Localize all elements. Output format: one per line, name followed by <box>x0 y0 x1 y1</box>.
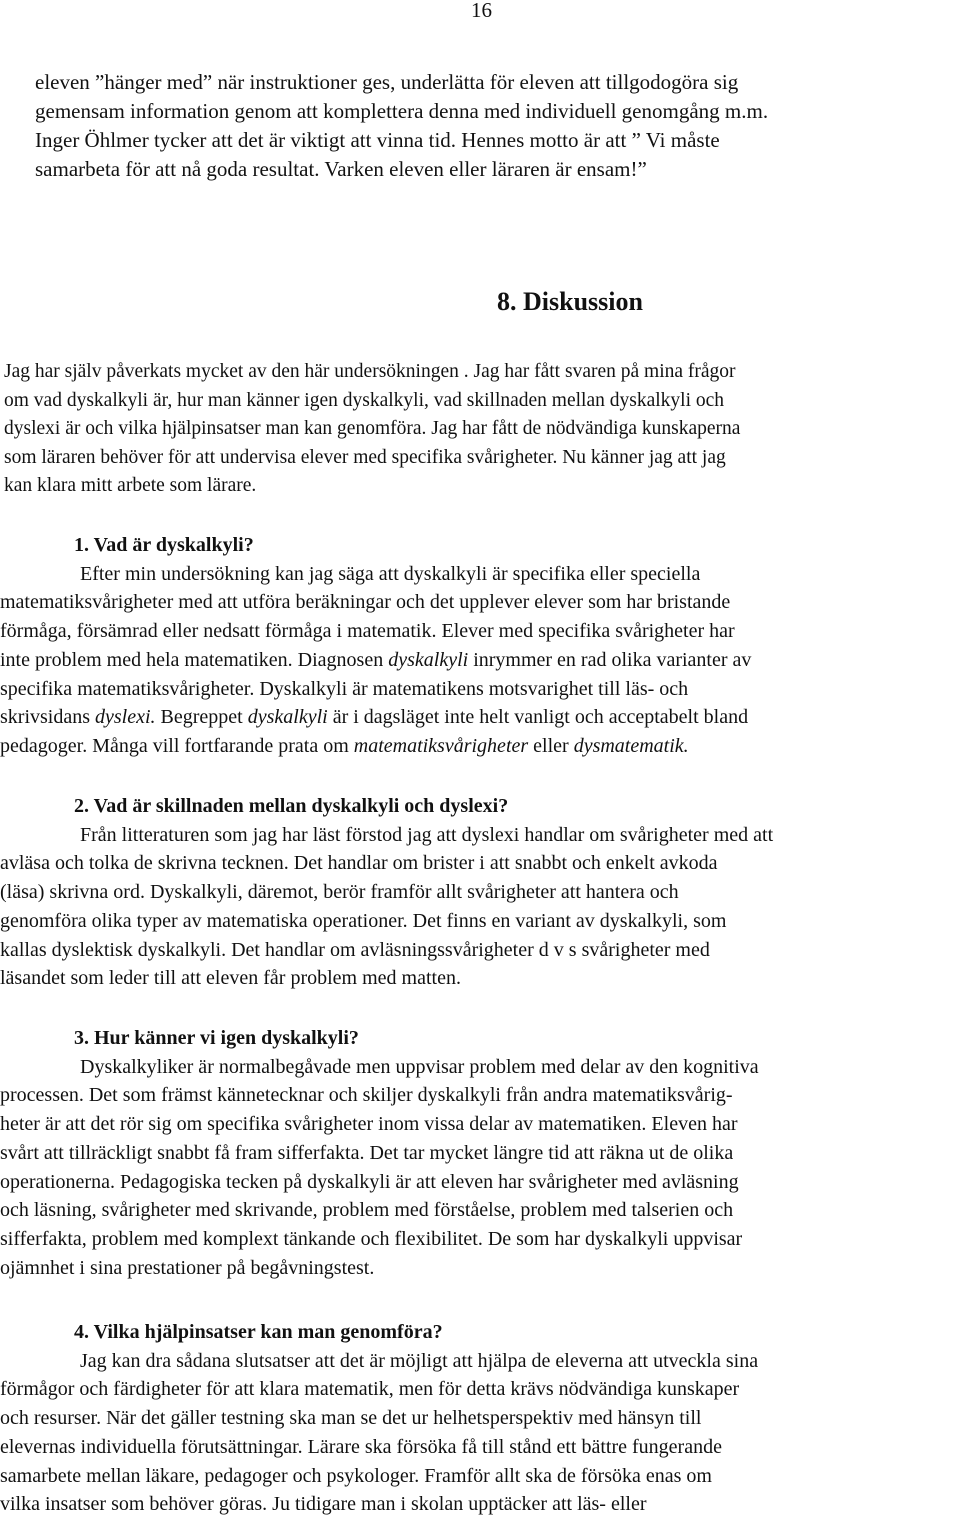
text-line: om vad dyskalkyli är, hur man känner igen dyskalkyli, vad skillnaden mellan dyskalkyli och <box>4 389 725 411</box>
question-4-section <box>0 1318 955 1519</box>
text-line: Dyskalkyliker är normalbegåvade men uppvisar problem med delar av den kognitiva <box>80 1055 759 1078</box>
question-heading: 3. Hur känner vi igen dyskalkyli? <box>74 1027 359 1049</box>
text-line: inte problem med hela matematiken. Diagnosen dyskalkyli inrymmer en rad olika varianter av <box>0 648 752 671</box>
italic-term: dyslexi. <box>95 706 156 729</box>
page-number: 16 <box>471 0 492 22</box>
text-line: förmågor och färdigheter för att klara matematik, men för detta krävs nödvändiga kunskaper <box>0 1378 740 1401</box>
italic-term: dysmatematik. <box>573 734 689 757</box>
question-1-section <box>0 531 955 761</box>
text-line: elevernas individuella förutsättningar. Lärare ska försöka få till stånd ett bättre fungerande <box>0 1435 722 1458</box>
text-line: Inger Öhlmer tycker att det är viktigt att vinna tid. Hennes motto är att ” Vi måste <box>35 128 720 152</box>
italic-term: dyskalkyli <box>388 648 469 671</box>
text-line: samarbete mellan läkare, pedagoger och psykologer. Framför allt ska de försöka enas om <box>0 1464 712 1487</box>
text-line: Efter min undersökning kan jag säga att dyskalkyli är specifika eller speciella <box>80 562 701 585</box>
question-heading: 4. Vilka hjälpinsatser kan man genomföra? <box>74 1321 443 1343</box>
text-line: gemensam information genom att komplettera denna med individuell genomgång m.m. <box>35 99 769 123</box>
text-line: vilka insatser som behöver göras. Ju tidigare man i skolan upptäcker att läs- eller <box>0 1493 647 1516</box>
text-line: dyslexi är och vilka hjälpinsatser man kan genomföra. Jag har fått de nödvändiga kunskaperna <box>4 418 741 440</box>
discussion-paragraph <box>4 358 954 501</box>
text-line: eleven ”hänger med” när instruktioner ges, underlätta för eleven att tillgodogöra sig <box>35 70 739 94</box>
text-line: pedagoger. Många vill fortfarande prata om matematiksvårigheter eller dysmatematik. <box>0 734 689 757</box>
text-line: kan klara mitt arbete som lärare. <box>4 475 257 497</box>
text-line: heter är att det rör sig om specifika svårigheter inom vissa delar av matematiken. Eleven har <box>0 1113 738 1136</box>
text-line: sifferfakta, problem med komplext tänkande och flexibilitet. De som har dyskalkyli uppvisar <box>0 1227 743 1250</box>
intro-paragraph <box>35 68 935 184</box>
text-line: kallas dyslektisk dyskalkyli. Det handlar om avläsningssvårigheter d v s svårigheter med <box>0 938 710 961</box>
text-line: processen. Det som främst kännetecknar och skiljer dyskalkyli från andra matematiksvårig- <box>0 1084 733 1107</box>
text-line: som läraren behöver för att undervisa elever med specifika svårigheter. Nu känner jag att jag <box>4 446 726 468</box>
text-line: samarbeta för att nå goda resultat. Varken eleven eller läraren är ensam!” <box>35 157 647 181</box>
text-line: matematiksvårigheter med att utföra beräkningar och det upplever elever som har bristande <box>0 591 731 614</box>
text-line: specifika matematiksvårigheter. Dyskalkyli är matematikens motsvarighet till läs- och <box>0 677 689 700</box>
text-line: och resurser. När det gäller testning ska man se det ur helhetsperspektiv med hänsyn till <box>0 1407 702 1430</box>
text-line: förmåga, försämrad eller nedsatt förmåga i matematik. Elever med specifika svårigheter har <box>0 620 735 643</box>
text-line: genomföra olika typer av matematiska operationer. Det finns en variant av dyskalkyli, som <box>0 909 727 932</box>
text-line: avläsa och tolka de skrivna tecknen. Det handlar om brister i att snabbt och enkelt avkoda <box>0 852 718 875</box>
question-heading: 1. Vad är dyskalkyli? <box>74 534 254 556</box>
text-line: skrivsidans dyslexi. Begreppet dyskalkyli är i dagsläget inte helt vanligt och acceptabelt bland <box>0 706 749 729</box>
text-line: Jag kan dra sådana slutsatser att det är möjligt att hjälpa de eleverna att utveckla sina <box>80 1349 759 1372</box>
text-line: ojämnhet i sina prestationer på begåvningstest. <box>0 1256 375 1279</box>
text-line: Jag har själv påverkats mycket av den här undersökningen . Jag har fått svaren på mina frågor <box>4 361 736 382</box>
question-heading: 2. Vad är skillnaden mellan dyskalkyli och dyslexi? <box>74 795 509 817</box>
italic-term: matematiksvårigheter <box>353 734 529 757</box>
text-line: läsandet som leder till att eleven får problem med matten. <box>0 967 461 990</box>
question-2-section <box>0 792 955 993</box>
question-3-section <box>0 1024 955 1282</box>
text-line: Från litteraturen som jag har läst förstod jag att dyslexi handlar om svårigheter med att <box>80 823 774 846</box>
text-line: svårt att tillräckligt snabbt få fram sifferfakta. Det tar mycket längre tid att räkna ut de olika <box>0 1141 734 1164</box>
section-heading: 8. Diskussion <box>497 287 643 316</box>
text-line: (läsa) skrivna ord. Dyskalkyli, däremot, berör framför allt svårigheter att hantera och <box>0 881 679 904</box>
italic-term: dyskalkyli <box>247 706 328 729</box>
text-line: operationerna. Pedagogiska tecken på dyskalkyli är att eleven har svårigheter med avläsning <box>0 1170 739 1193</box>
text-line: och läsning, svårigheter med skrivande, problem med förståelse, problem med talserien och <box>0 1199 734 1222</box>
